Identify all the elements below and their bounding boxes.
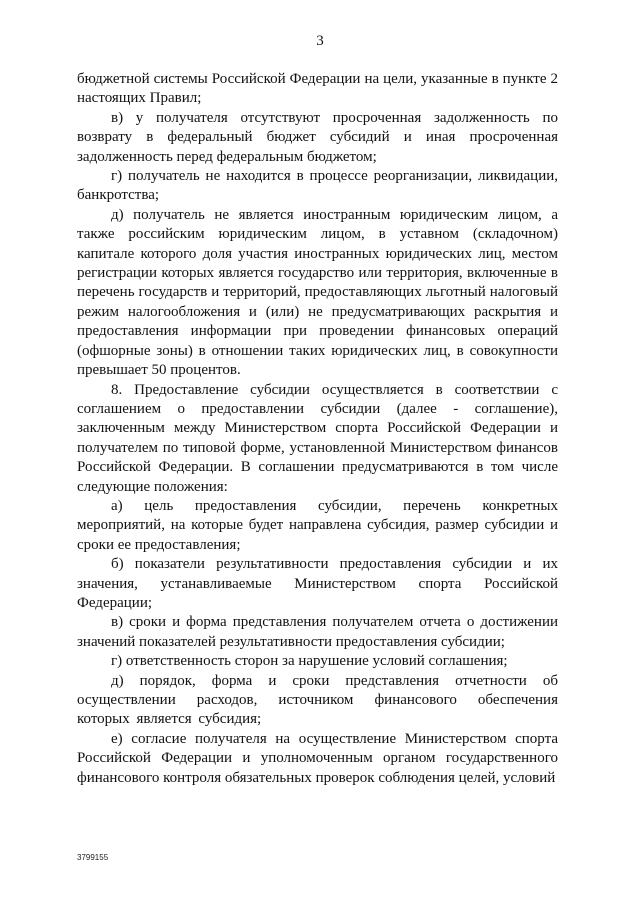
paragraph-item-a: а) цель предоставления субсидии, перечень конкретных мероприятий, на которые будет направлена субсидия, размер субсидии и сроки ее предоставления; [77, 497, 558, 553]
paragraph-item-e: е) согласие получателя на осуществление Министерством спорта Российской Федерации и уполномоченным органом государственного финансового контроля обязательных проверок соблюдения целей, условий [77, 730, 558, 786]
paragraph-item-v2: в) сроки и форма представления получателем отчета о достижении значений показателей результативности предоставления субсидии; [77, 614, 558, 650]
paragraph-item-b: б) показатели результативности предоставления субсидии и их значения, устанавливаемые Министерством спорта Российской Федерации; [77, 556, 558, 611]
paragraph-item-d2: д) порядок, форма и сроки представления отчетности об осуществлении расходов, источником финансового обеспечения которых является субсидия; [77, 672, 558, 728]
paragraph-continuation: бюджетной системы Российской Федерации на цели, указанные в пункте 2 настоящих Правил; [77, 71, 558, 107]
page-number: 3 [316, 33, 324, 49]
document-body [77, 70, 558, 788]
paragraph-clause-8: 8. Предоставление субсидии осуществляется в соответствии с соглашением о предоставлении субсидии (далее - соглашение), заключенным между Министерством спорта Российской Федерации и получателем по типовой форме, установленной Министерством финансов Российской Федерации. В соглашении предусматриваются в том числе следующие положения: [77, 381, 558, 495]
paragraph-item-d: д) получатель не является иностранным юридическим лицом, а также российским юридическим лицом, в уставном (складочном) капитале которого доля участия иностранных юридических лиц, местом регистрации которых является государство или территория, включенные в перечень государств и территорий, предоставляющих льготный налоговый режим налогообложения и (или) не предусматривающих раскрытия и предоставления информации при проведении финансовых операций (офшорные зоны) в отношении таких юридических лиц, в совокупности превышает 50 процентов. [77, 206, 558, 379]
paragraph-item-v: в) у получателя отсутствуют просроченная задолженность по возврату в федеральный бюджет субсидий и иная просроченная задолженность перед федеральным бюджетом; [77, 109, 558, 165]
document-code: 3799155 [77, 853, 109, 862]
paragraph-item-g2: г) ответственность сторон за нарушение условий соглашения; [111, 653, 508, 670]
paragraph-item-g: г) получатель не находится в процессе реорганизации, ликвидации, банкротства; [77, 168, 558, 204]
